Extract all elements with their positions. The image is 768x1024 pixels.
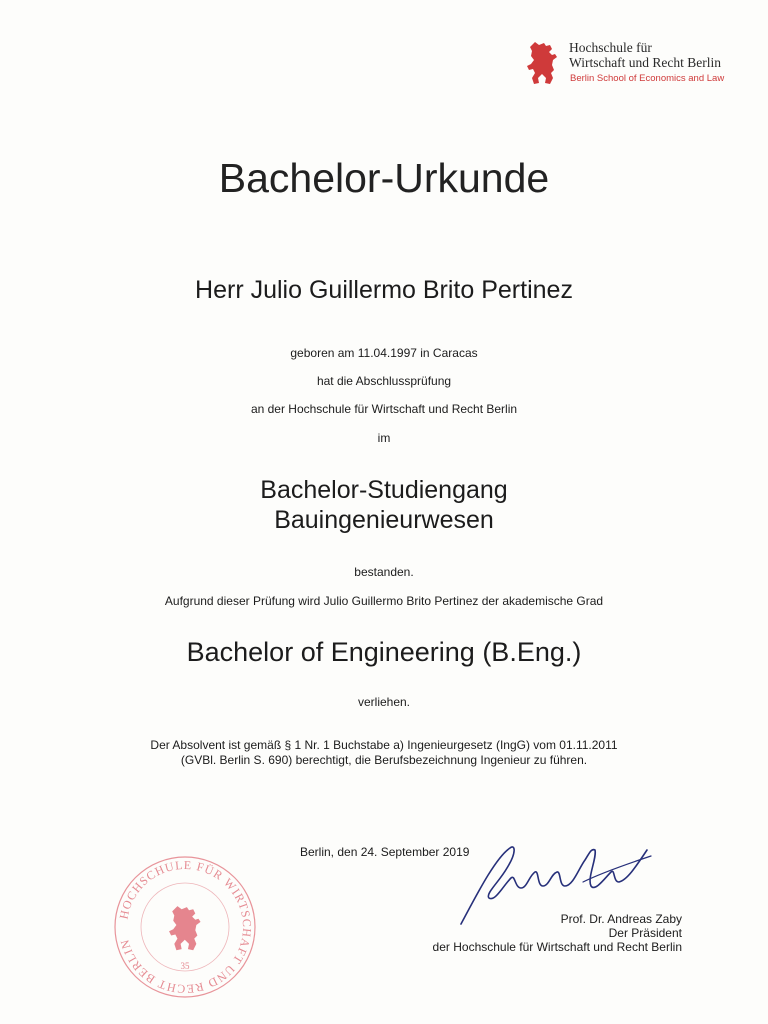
award-line: Aufgrund dieser Prüfung wird Julio Guillermo Brito Pertinez der akademische Grad [164,594,604,608]
birth-line: geboren am 11.04.1997 in Caracas [290,346,478,360]
university-logo [526,40,746,90]
im-line: im [377,431,391,445]
university-seal [110,852,260,1002]
seal-number: 35 [180,961,190,971]
place-date: Berlin, den 24. September 2019 [300,845,470,859]
law-line-1: Der Absolvent ist gemäß § 1 Nr. 1 Buchstabe a) Ingenieurgesetz (IngG) vom 01.11.2011 [150,738,618,752]
logo-line-1: Hochschule für [569,40,652,55]
signer-role: Der Präsident [608,926,682,940]
logo-line-english: Berlin School of Economics and Law [570,73,725,84]
program-line-2: Bauingenieurwesen [274,506,494,534]
university-line: an der Hochschule für Wirtschaft und Recht Berlin [250,402,518,416]
recipient-name: Herr Julio Guillermo Brito Pertinez [195,276,573,304]
law-line-2: (GVBl. Berlin S. 690) berechtigt, die Berufsbezeichnung Ingenieur zu führen. [180,753,588,767]
berlin-bear-icon [526,40,558,86]
signer-institution: der Hochschule für Wirtschaft und Recht Berlin [432,940,682,954]
seal-text: HOCHSCHULE FÜR WIRTSCHAFT UND RECHT BERLIN [116,857,255,997]
conferred-line: verliehen. [357,695,411,709]
exam-line: hat die Abschlussprüfung [316,374,452,388]
degree-title: Bachelor of Engineering (B.Eng.) [186,637,582,667]
passed-line: bestanden. [354,565,414,579]
logo-line-2: Wirtschaft und Recht Berlin [569,55,722,70]
program-line-1: Bachelor-Studiengang [260,476,508,504]
certificate-title: Bachelor-Urkunde [218,155,550,201]
signer-name: Prof. Dr. Andreas Zaby [560,912,682,926]
